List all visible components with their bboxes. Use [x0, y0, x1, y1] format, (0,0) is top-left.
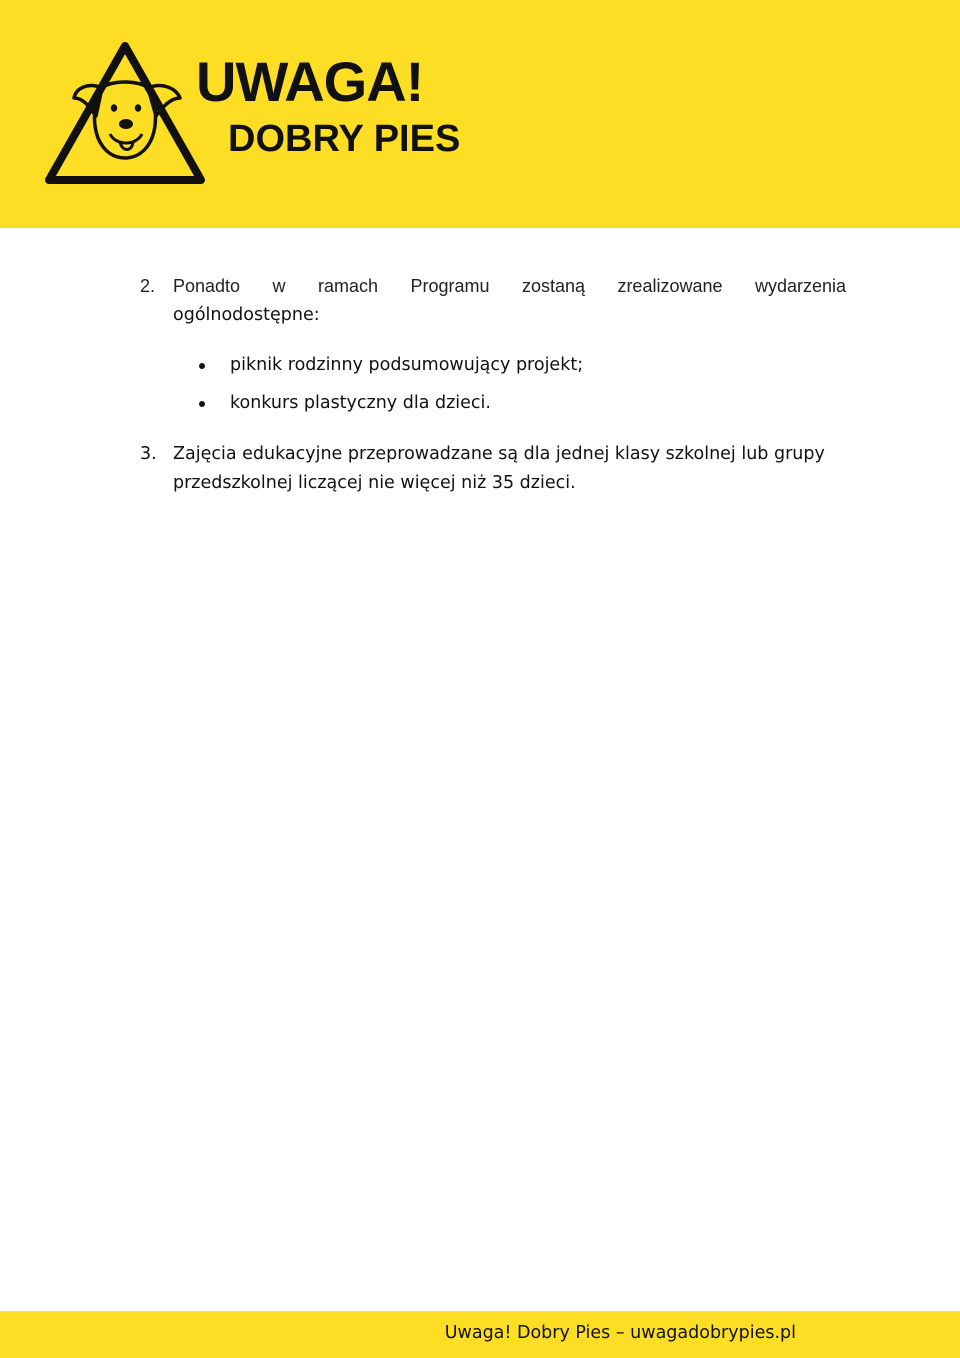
list-item-2 [140, 272, 846, 330]
word: zostaną [521, 276, 585, 296]
bullet-item [197, 389, 846, 418]
brand-title: UWAGA! [196, 50, 424, 113]
item-3-text: Zajęcia edukacyjne przeprowadzane są dla jednej klasy szkolnej lub grupy przedszkolnej liczącej nie więcej niż 35 dzieci. [173, 444, 825, 493]
item-2-line1 [173, 272, 846, 301]
footer-text: Uwaga! Dobry Pies – uwagadobrypies.pl [444, 1323, 796, 1343]
word: w [272, 276, 286, 296]
dog-warning-triangle-icon [44, 42, 206, 186]
brand-subtitle: DOBRY PIES [228, 118, 461, 160]
bullet-text: piknik rodzinny podsumowujący projekt; [230, 355, 584, 375]
header-band [0, 0, 960, 228]
word: wydarzenia [754, 276, 846, 296]
document-content [140, 272, 846, 498]
bullet-text: konkurs plastyczny dla dzieci. [230, 393, 491, 413]
word: Programu [410, 276, 490, 296]
bullet-dot-icon [199, 401, 205, 407]
item-2-line2: ogólnodostępne: [173, 305, 320, 325]
list-item-3 [140, 440, 846, 498]
bullet-dot-icon [199, 363, 205, 369]
item-number: 3. [140, 444, 157, 464]
bullet-item [197, 351, 846, 380]
word: Ponadto [173, 276, 241, 296]
word: zrealizowane [617, 276, 723, 296]
item-number: 2. [140, 276, 156, 296]
bullet-list [140, 351, 846, 418]
word: ramach [317, 276, 378, 296]
